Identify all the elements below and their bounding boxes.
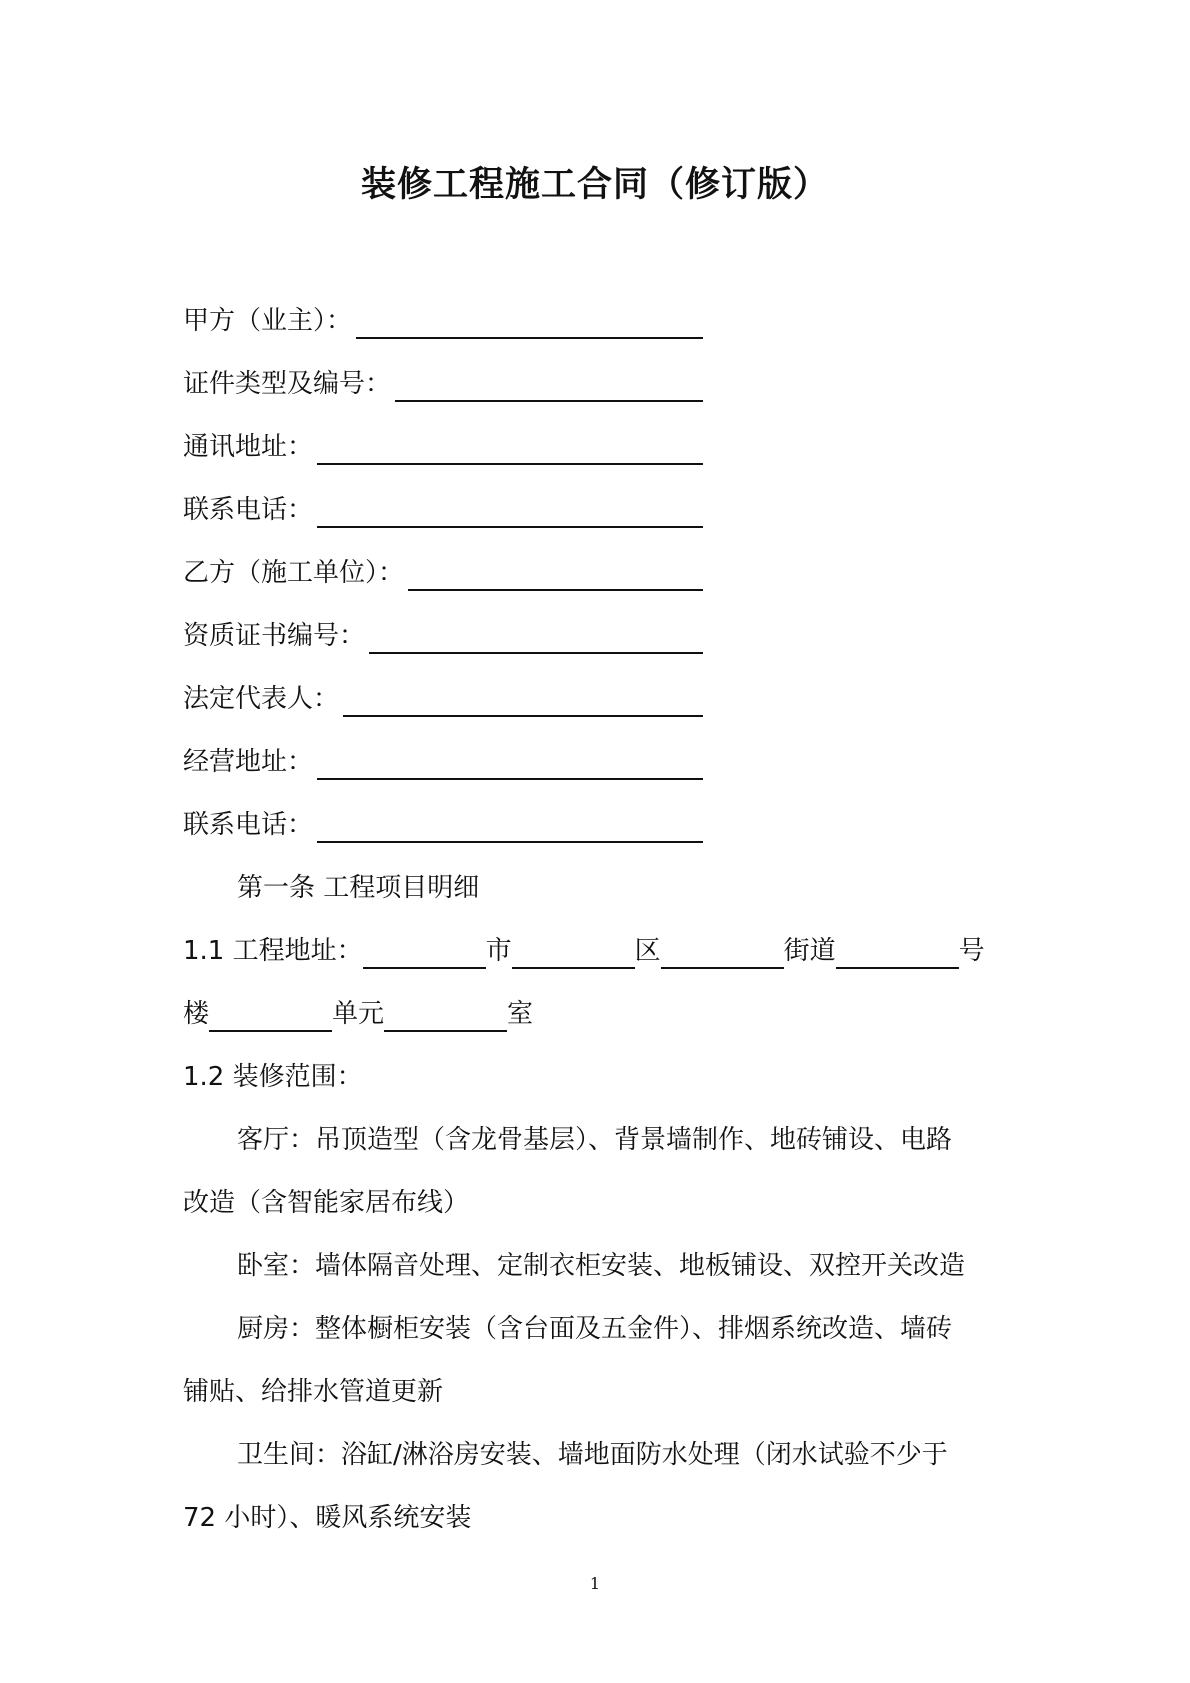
qualification-label: 资质证书编号： bbox=[183, 621, 366, 651]
contractor-label: 乙方（施工单位）： bbox=[183, 558, 405, 588]
business-address-blank[interactable] bbox=[317, 751, 703, 780]
kitchen-scope: 厨房：整体橱柜安装（含台面及五金件）、排烟系统改造、墙砖 bbox=[237, 1314, 953, 1344]
bathroom-scope: 卫生间：浴缸/淋浴房安装、墙地面防水处理（闭水试验不少于 bbox=[237, 1440, 948, 1470]
living-room-scope: 客厅：吊顶造型（含龙骨基层）、背景墙制作、地砖铺设、电路 bbox=[237, 1125, 953, 1155]
id-type-blank[interactable] bbox=[395, 373, 703, 402]
owner-phone-label: 联系电话： bbox=[183, 495, 314, 525]
mailing-address-label: 通讯地址： bbox=[183, 432, 314, 462]
mailing-address-field bbox=[183, 429, 703, 465]
scope-label: 1.2 装修范围： bbox=[183, 1062, 363, 1092]
legal-rep-field bbox=[183, 681, 703, 717]
kitchen-scope-cont: 铺贴、给排水管道更新 bbox=[183, 1377, 444, 1407]
qualification-blank[interactable] bbox=[369, 625, 703, 654]
district-blank[interactable] bbox=[512, 940, 635, 969]
room-unit: 室 bbox=[507, 999, 534, 1029]
contractor-phone-field bbox=[183, 807, 703, 843]
project-address-line-2 bbox=[183, 996, 533, 1032]
owner-phone-blank[interactable] bbox=[317, 499, 703, 528]
id-type-field bbox=[183, 366, 703, 402]
mailing-address-blank[interactable] bbox=[317, 436, 703, 465]
owner-blank[interactable] bbox=[356, 310, 703, 339]
project-address-label: 1.1 工程地址： bbox=[183, 936, 363, 966]
bedroom-scope: 卧室：墙体隔音处理、定制衣柜安装、地板铺设、双控开关改造 bbox=[237, 1251, 966, 1281]
document-title: 装修工程施工合同（修订版） bbox=[360, 164, 829, 205]
business-address-field bbox=[183, 744, 703, 780]
entrance-blank[interactable] bbox=[384, 1003, 507, 1032]
bathroom-scope-cont: 72 小时）、暖风系统安装 bbox=[183, 1503, 472, 1533]
qualification-field bbox=[183, 618, 703, 654]
project-address-line bbox=[183, 933, 985, 969]
city-unit: 市 bbox=[485, 936, 512, 966]
district-unit: 区 bbox=[634, 936, 661, 966]
building-unit: 楼 bbox=[183, 999, 210, 1029]
contractor-field bbox=[183, 555, 703, 591]
legal-rep-label: 法定代表人： bbox=[183, 684, 340, 714]
contractor-phone-blank[interactable] bbox=[317, 814, 703, 843]
entrance-unit: 单元 bbox=[332, 999, 385, 1029]
contractor-blank[interactable] bbox=[408, 562, 703, 591]
building-blank[interactable] bbox=[209, 1003, 332, 1032]
street-unit: 街道 bbox=[783, 936, 836, 966]
id-type-label: 证件类型及编号： bbox=[183, 369, 392, 399]
city-blank[interactable] bbox=[363, 940, 486, 969]
street-blank[interactable] bbox=[661, 940, 784, 969]
owner-field bbox=[183, 303, 703, 339]
article-1-heading: 第一条 工程项目明细 bbox=[237, 873, 480, 903]
number-unit: 号 bbox=[958, 936, 985, 966]
legal-rep-blank[interactable] bbox=[343, 688, 703, 717]
number-blank[interactable] bbox=[836, 940, 959, 969]
business-address-label: 经营地址： bbox=[183, 747, 314, 777]
owner-label: 甲方（业主）： bbox=[183, 306, 353, 336]
living-room-scope-cont: 改造（含智能家居布线） bbox=[183, 1188, 470, 1218]
page-number: 1 bbox=[589, 1574, 601, 1593]
owner-phone-field bbox=[183, 492, 703, 528]
contractor-phone-label: 联系电话： bbox=[183, 810, 314, 840]
